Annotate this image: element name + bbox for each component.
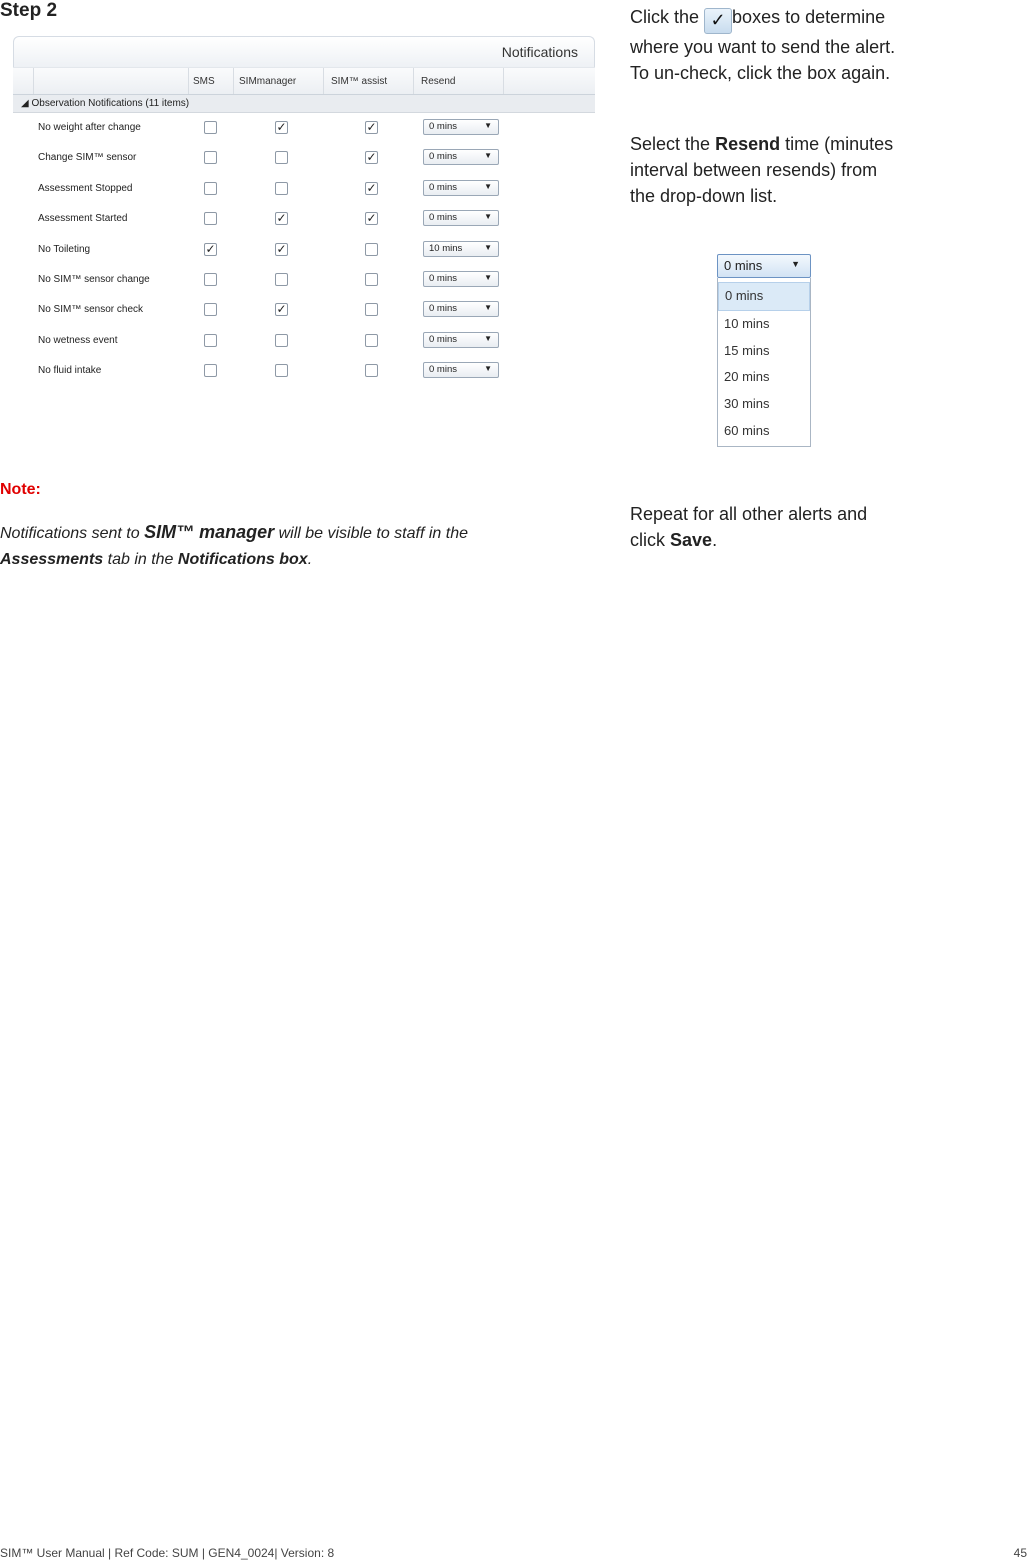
note-bold: SIM™ manager [144,522,275,542]
manager-checkbox[interactable]: ✓ [276,120,287,134]
instruction-click [630,4,900,86]
row-label: No wetness event [38,334,118,346]
step-title: Step 2 [0,0,58,21]
row-label: No Toileting [38,243,91,255]
table-row [13,174,595,204]
dropdown-option[interactable]: 0 mins [718,282,810,311]
chevron-down-icon: ▼ [791,259,800,269]
resend-value: 0 mins [429,303,457,315]
resend-select[interactable] [423,180,499,196]
manager-checkbox[interactable] [275,151,288,164]
group-label: Observation Notifications (11 items) [31,98,190,109]
resend-value: 0 mins [429,151,457,163]
sms-checkbox[interactable] [204,364,217,377]
instruction-bold: Resend [715,134,781,154]
sms-checkbox[interactable] [204,303,217,316]
table-row [13,326,595,356]
row-label: No weight after change [38,122,141,133]
sms-checkbox[interactable]: ✓ [205,241,216,256]
resend-value: 0 mins [429,364,457,376]
assist-checkbox[interactable] [365,273,378,286]
assist-checkbox[interactable]: ✓ [366,120,377,134]
column-header-sim-assist[interactable]: SIM™ assist [331,76,388,87]
resend-select[interactable] [423,210,499,226]
dropdown-option[interactable]: 20 mins [724,369,770,385]
chevron-down-icon: ▼ [484,333,492,343]
row-label: No SIM™ sensor change [38,273,150,285]
column-header-simmanager[interactable]: SIMmanager [239,76,297,87]
chevron-down-icon: ▼ [484,272,492,282]
dropdown-options [717,278,811,447]
column-headers [13,67,595,95]
resend-value: 0 mins [429,333,457,345]
column-separator [33,68,34,94]
note-bold: Notifications box [177,551,308,568]
dropdown-option[interactable]: 10 mins [724,315,770,331]
resend-value: 0 mins [429,121,457,132]
assist-checkbox[interactable] [365,303,378,316]
group-row[interactable] [13,95,595,113]
manager-checkbox[interactable] [275,273,288,286]
dropdown-selected: 0 mins [724,258,763,273]
note-text: . [307,551,313,568]
instruction-text: . [712,530,718,550]
row-label: Assessment Started [38,213,128,225]
chevron-down-icon: ▼ [484,151,492,161]
resend-select[interactable] [423,149,499,165]
note-text: tab in the [107,551,174,568]
column-separator [188,68,189,94]
note-text: will be visible to staff in the [278,525,468,542]
resend-select[interactable] [423,271,499,287]
chevron-down-icon: ▼ [484,212,492,222]
resend-value: 0 mins [429,272,457,284]
table-row [13,113,595,143]
note-title: Note: [0,481,41,498]
assist-checkbox[interactable]: ✓ [366,150,377,165]
manager-checkbox[interactable]: ✓ [276,211,287,226]
column-separator [323,68,324,94]
resend-value: 0 mins [429,212,457,224]
chevron-down-icon: ▼ [484,121,492,130]
dropdown-option[interactable]: 60 mins [724,422,770,438]
resend-select[interactable] [423,241,499,257]
instruction-bold: Save [670,530,713,550]
assist-checkbox[interactable] [365,334,378,347]
assist-checkbox[interactable] [365,243,378,256]
sms-checkbox[interactable] [204,273,217,286]
row-label: No fluid intake [38,365,102,377]
chevron-down-icon: ▼ [484,364,492,374]
column-header-sms[interactable]: SMS [193,76,215,87]
notification-rows [13,113,595,387]
dropdown-option[interactable]: 30 mins [724,396,770,412]
notifications-panel [13,36,595,386]
chevron-down-icon: ▼ [484,242,492,252]
column-separator [413,68,414,94]
page-number: 45 [1013,1546,1027,1560]
column-separator [503,68,504,94]
resend-select[interactable] [423,362,499,378]
manager-checkbox[interactable]: ✓ [276,241,287,256]
sms-checkbox[interactable] [204,212,217,225]
instruction-text: Repeat for all other alerts and click [630,504,868,550]
row-label: Assessment Stopped [38,182,133,194]
manager-checkbox[interactable] [275,334,288,347]
sms-checkbox[interactable] [204,334,217,347]
panel-title: Notifications [501,44,578,60]
note-body [0,519,600,573]
dropdown-option[interactable]: 15 mins [724,342,770,358]
chevron-down-icon: ▼ [484,181,492,191]
table-row [13,265,595,295]
resend-select[interactable] [423,301,499,317]
instruction-text: Click the [630,7,700,27]
instruction-text: time (minutes interval between resends) from the drop-down list. [630,134,894,206]
table-row [13,295,595,325]
resend-select[interactable] [423,119,499,135]
instruction-repeat [630,501,900,553]
chevron-down-icon: ▼ [484,303,492,313]
sms-checkbox[interactable] [204,151,217,164]
instruction-select [630,131,900,209]
instruction-text: boxes to determine where you want to send the alert. To un-check, click the box again. [630,7,896,83]
table-row [13,143,595,173]
resend-dropdown-example[interactable] [717,254,811,447]
column-separator [233,68,234,94]
resend-value: 0 mins [429,181,457,193]
instruction-text: Select the [630,134,711,154]
resend-select[interactable] [423,332,499,348]
resend-value: 10 mins [429,242,463,254]
checkbox-icon: ✓ [704,8,732,34]
manager-checkbox[interactable] [275,364,288,377]
collapse-triangle-icon[interactable]: ◢ [21,98,29,109]
assist-checkbox[interactable] [365,364,378,377]
table-row [13,204,595,234]
sms-checkbox[interactable] [204,182,217,195]
manager-checkbox[interactable] [275,182,288,195]
assist-checkbox[interactable]: ✓ [366,180,377,195]
note-bold: Assessments [0,551,104,568]
sms-checkbox[interactable] [204,121,217,134]
footer-text: SIM™ User Manual | Ref Code: SUM | GEN4_0024| Version: 8 [0,1546,335,1560]
row-label: No SIM™ sensor check [38,304,144,316]
assist-checkbox[interactable]: ✓ [366,211,377,226]
table-row [13,235,595,265]
note-text: Notifications sent to [0,525,140,542]
column-header-resend[interactable]: Resend [421,76,456,87]
manager-checkbox[interactable]: ✓ [276,302,287,317]
table-row [13,356,595,386]
panel-header [13,36,595,67]
dropdown-head[interactable] [717,254,811,278]
row-label: Change SIM™ sensor [38,152,137,164]
